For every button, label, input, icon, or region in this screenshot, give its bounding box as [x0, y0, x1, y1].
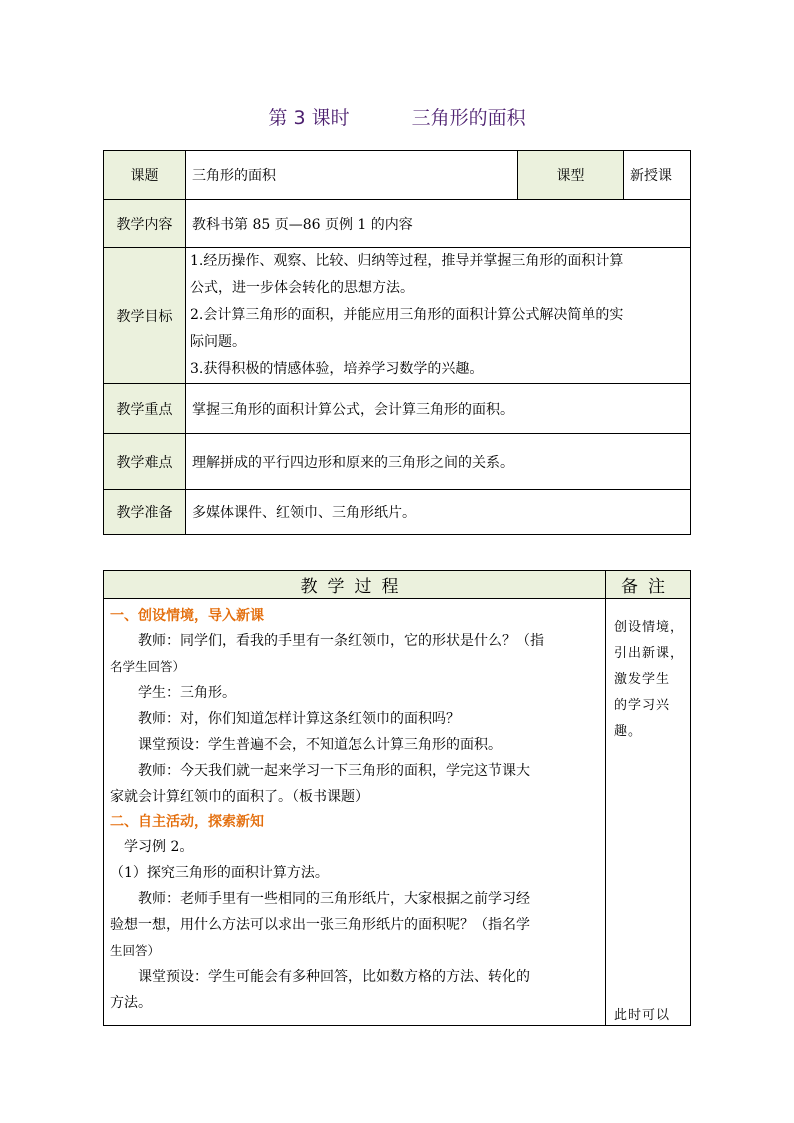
paragraph: 学习例 2。	[124, 839, 194, 855]
row-goals	[104, 248, 691, 384]
goal-line: 3.获得积极的情感体验，培养学习数学的兴趣。	[190, 361, 484, 377]
row-difficulty	[104, 434, 691, 490]
note-bottom: 此时可以	[614, 1008, 671, 1023]
process-header-row	[104, 571, 691, 599]
notes-column	[606, 599, 691, 1026]
goals-label: 教学目标	[104, 248, 186, 384]
note-line: 的学习兴	[614, 698, 671, 713]
paragraph: 家就会计算红领巾的面积了。（板书课题）	[110, 789, 369, 805]
goal-line: 公式，进一步体会转化的思想方法。	[190, 280, 414, 296]
note-line: 创设情境，	[614, 620, 685, 635]
note-line: 激发学生	[614, 672, 671, 687]
key-value: 掌握三角形的面积计算公式，会计算三角形的面积。	[186, 384, 691, 434]
section-heading: 二、自主活动，探索新知	[110, 814, 264, 830]
paragraph: 课堂预设：学生普遍不会，不知道怎么计算三角形的面积。	[138, 737, 502, 753]
subject-value: 三角形的面积	[186, 151, 518, 200]
subject-label: 课题	[104, 151, 186, 200]
paragraph: 方法。	[110, 995, 152, 1011]
content-value: 教科书第 85 页—86 页例 1 的内容	[186, 200, 691, 248]
paragraph: 学生：三角形。	[138, 685, 236, 701]
row-subject	[104, 151, 691, 200]
teaching-process-table	[103, 570, 691, 1026]
process-content	[104, 599, 606, 1026]
paragraph: 名学生回答）	[110, 659, 186, 674]
paragraph: （1）探究三角形的面积计算方法。	[110, 865, 329, 881]
paragraph: 教师：对，你们知道怎样计算这条红领巾的面积吗？	[138, 711, 460, 727]
type-label: 课型	[518, 151, 624, 200]
paragraph: 验想一想，用什么方法可以求出一张三角形纸片的面积呢？（指名学	[110, 917, 530, 933]
type-value: 新授课	[624, 151, 691, 200]
page-title	[0, 103, 794, 130]
note-line: 趣。	[614, 724, 643, 739]
content-label: 教学内容	[104, 200, 186, 248]
process-body-row	[104, 599, 691, 1026]
row-content	[104, 200, 691, 248]
paragraph: 教师：同学们，看我的手里有一条红领巾，它的形状是什么？（指	[138, 633, 544, 649]
difficulty-value: 理解拼成的平行四边形和原来的三角形之间的关系。	[186, 434, 691, 490]
row-key	[104, 384, 691, 434]
section-heading: 一、创设情境，导入新课	[110, 608, 264, 624]
paragraph: 课堂预设：学生可能会有多种回答，比如数方格的方法、转化的	[138, 969, 530, 985]
goal-line: 2.会计算三角形的面积，并能应用三角形的面积计算公式解决简单的实	[190, 307, 624, 323]
paragraph: 教师：老师手里有一些相同的三角形纸片，大家根据之前学习经	[138, 891, 530, 907]
goal-line: 际问题。	[190, 334, 246, 350]
process-header: 教学过程	[104, 571, 606, 599]
paragraph: 生回答）	[110, 943, 161, 958]
prep-value: 多媒体课件、红领巾、三角形纸片。	[186, 490, 691, 535]
key-label: 教学重点	[104, 384, 186, 434]
lesson-info-table	[103, 150, 691, 535]
note-line: 引出新课，	[614, 646, 685, 661]
goals-list	[186, 248, 691, 384]
prep-label: 教学准备	[104, 490, 186, 535]
row-prep	[104, 490, 691, 535]
paragraph: 教师：今天我们就一起来学习一下三角形的面积，学完这节课大	[138, 763, 530, 779]
goal-line: 1.经历操作、观察、比较、归纳等过程，推导并掌握三角形的面积计算	[190, 253, 624, 269]
lesson-number: 第 3 课时	[268, 107, 350, 129]
difficulty-label: 教学难点	[104, 434, 186, 490]
notes-header: 备注	[606, 571, 691, 599]
lesson-topic: 三角形的面积	[411, 107, 526, 129]
